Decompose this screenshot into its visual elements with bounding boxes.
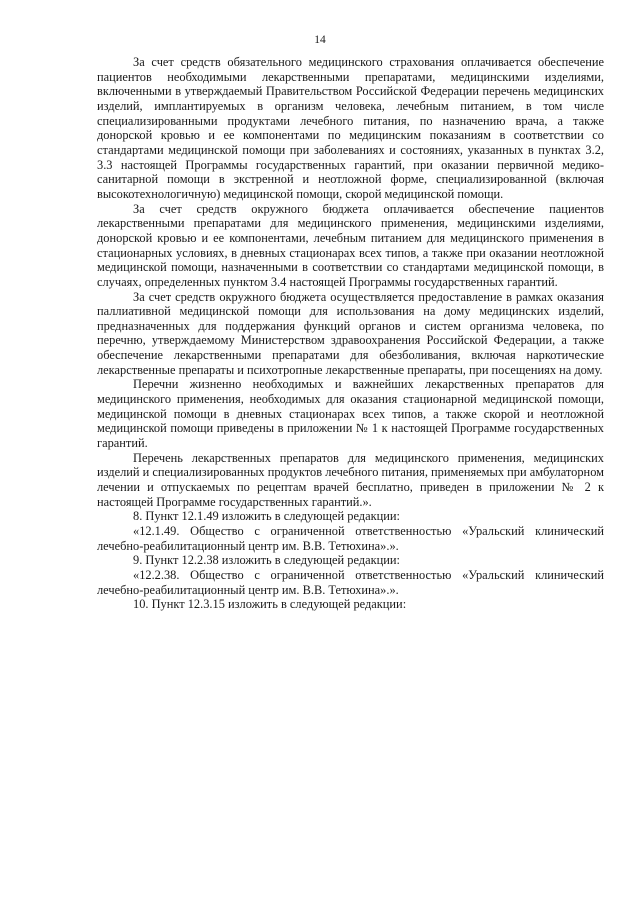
paragraph-item-8: 8. Пункт 12.1.49 изложить в следующей редакции: [133,509,400,524]
paragraph-oms-funding: За счет средств обязательного медицинского страхования оплачивается обеспечение пациентов необходимыми лекарственными препаратами, медицинскими изделиями, включенными в утверждаемый Правительством Российской Федерации перечень медицинских изделий, имплантируемых в организм человека, лечебным питанием, в том числе специализированными продуктами лечебного питания, по назначению врача, а также донорской кровью и ее компонентами по медицинским показаниям в соответствии со стандартами медицинской помощи при заболеваниях и состояниях, указанных в пунктах 3.2, 3.3 настоящей Программы государственных гарантий, при оказании первичной медико-санитарной помощи в экстренной и неотложной форме, специализированной (включая высокотехнологичную) медицинской помощи, скорой медицинской помощи. [97,55,604,201]
paragraph-palliative-care: За счет средств окружного бюджета осуществляется предоставление в рамках оказания паллиативной медицинской помощи для использования на дому медицинских изделий, предназначенных для поддержания функций органов и систем организма человека, по перечню, утверждаемому Министерством здравоохранения Российской Федерации, а также обеспечение лекарственными препаратами для обезболивания, включая наркотические лекарственные препараты и психотропные лекарственные препараты, при посещениях на дому. [97,289,604,377]
document-body [97,55,604,612]
paragraph-regional-budget-supply: За счет средств окружного бюджета оплачивается обеспечение пациентов лекарственными препаратами для медицинского применения, медицинскими изделиями, донорской кровью и ее компонентами, лечебным питанием для медицинского применения в стационарных условиях, в дневных стационарах всех типов, а также при оказании неотложной медицинской помощи, назначенными в соответствии со стандартами медицинской помощи, в случаях, определенных пунктом 3.4 настоящей Программы государственных гарантий. [97,201,604,289]
page-number: 14 [314,34,326,46]
paragraph-outpatient-drugs-list: Перечень лекарственных препаратов для медицинского применения, медицинских изделий и специализированных продуктов лечебного питания, применяемых при амбулаторном лечении и отпускаемых по рецептам врачей бесплатно, приведен в приложении № 2 к настоящей Программе государственных гарантий.». [97,450,604,509]
paragraph-item-9: 9. Пункт 12.2.38 изложить в следующей редакции: [133,553,400,568]
paragraph-essential-drugs-list: Перечни жизненно необходимых и важнейших лекарственных препаратов для медицинского применения, необходимых для оказания стационарной медицинской помощи, медицинской помощи в дневных стационарах всех типов, а также скорой и неотложной медицинской помощи приведены в приложении № 1 к настоящей Программе государственных гарантий. [97,377,604,451]
paragraph-item-12-2-38: «12.2.38. Общество с ограниченной ответственностью «Уральский клинический лечебно-реабилитационный центр им. В.В. Тетюхина».». [97,567,604,597]
paragraph-item-12-1-49: «12.1.49. Общество с ограниченной ответственностью «Уральский клинический лечебно-реабилитационный центр им. В.В. Тетюхина».». [97,524,604,553]
paragraph-item-10: 10. Пункт 12.3.15 изложить в следующей редакции: [133,597,407,612]
